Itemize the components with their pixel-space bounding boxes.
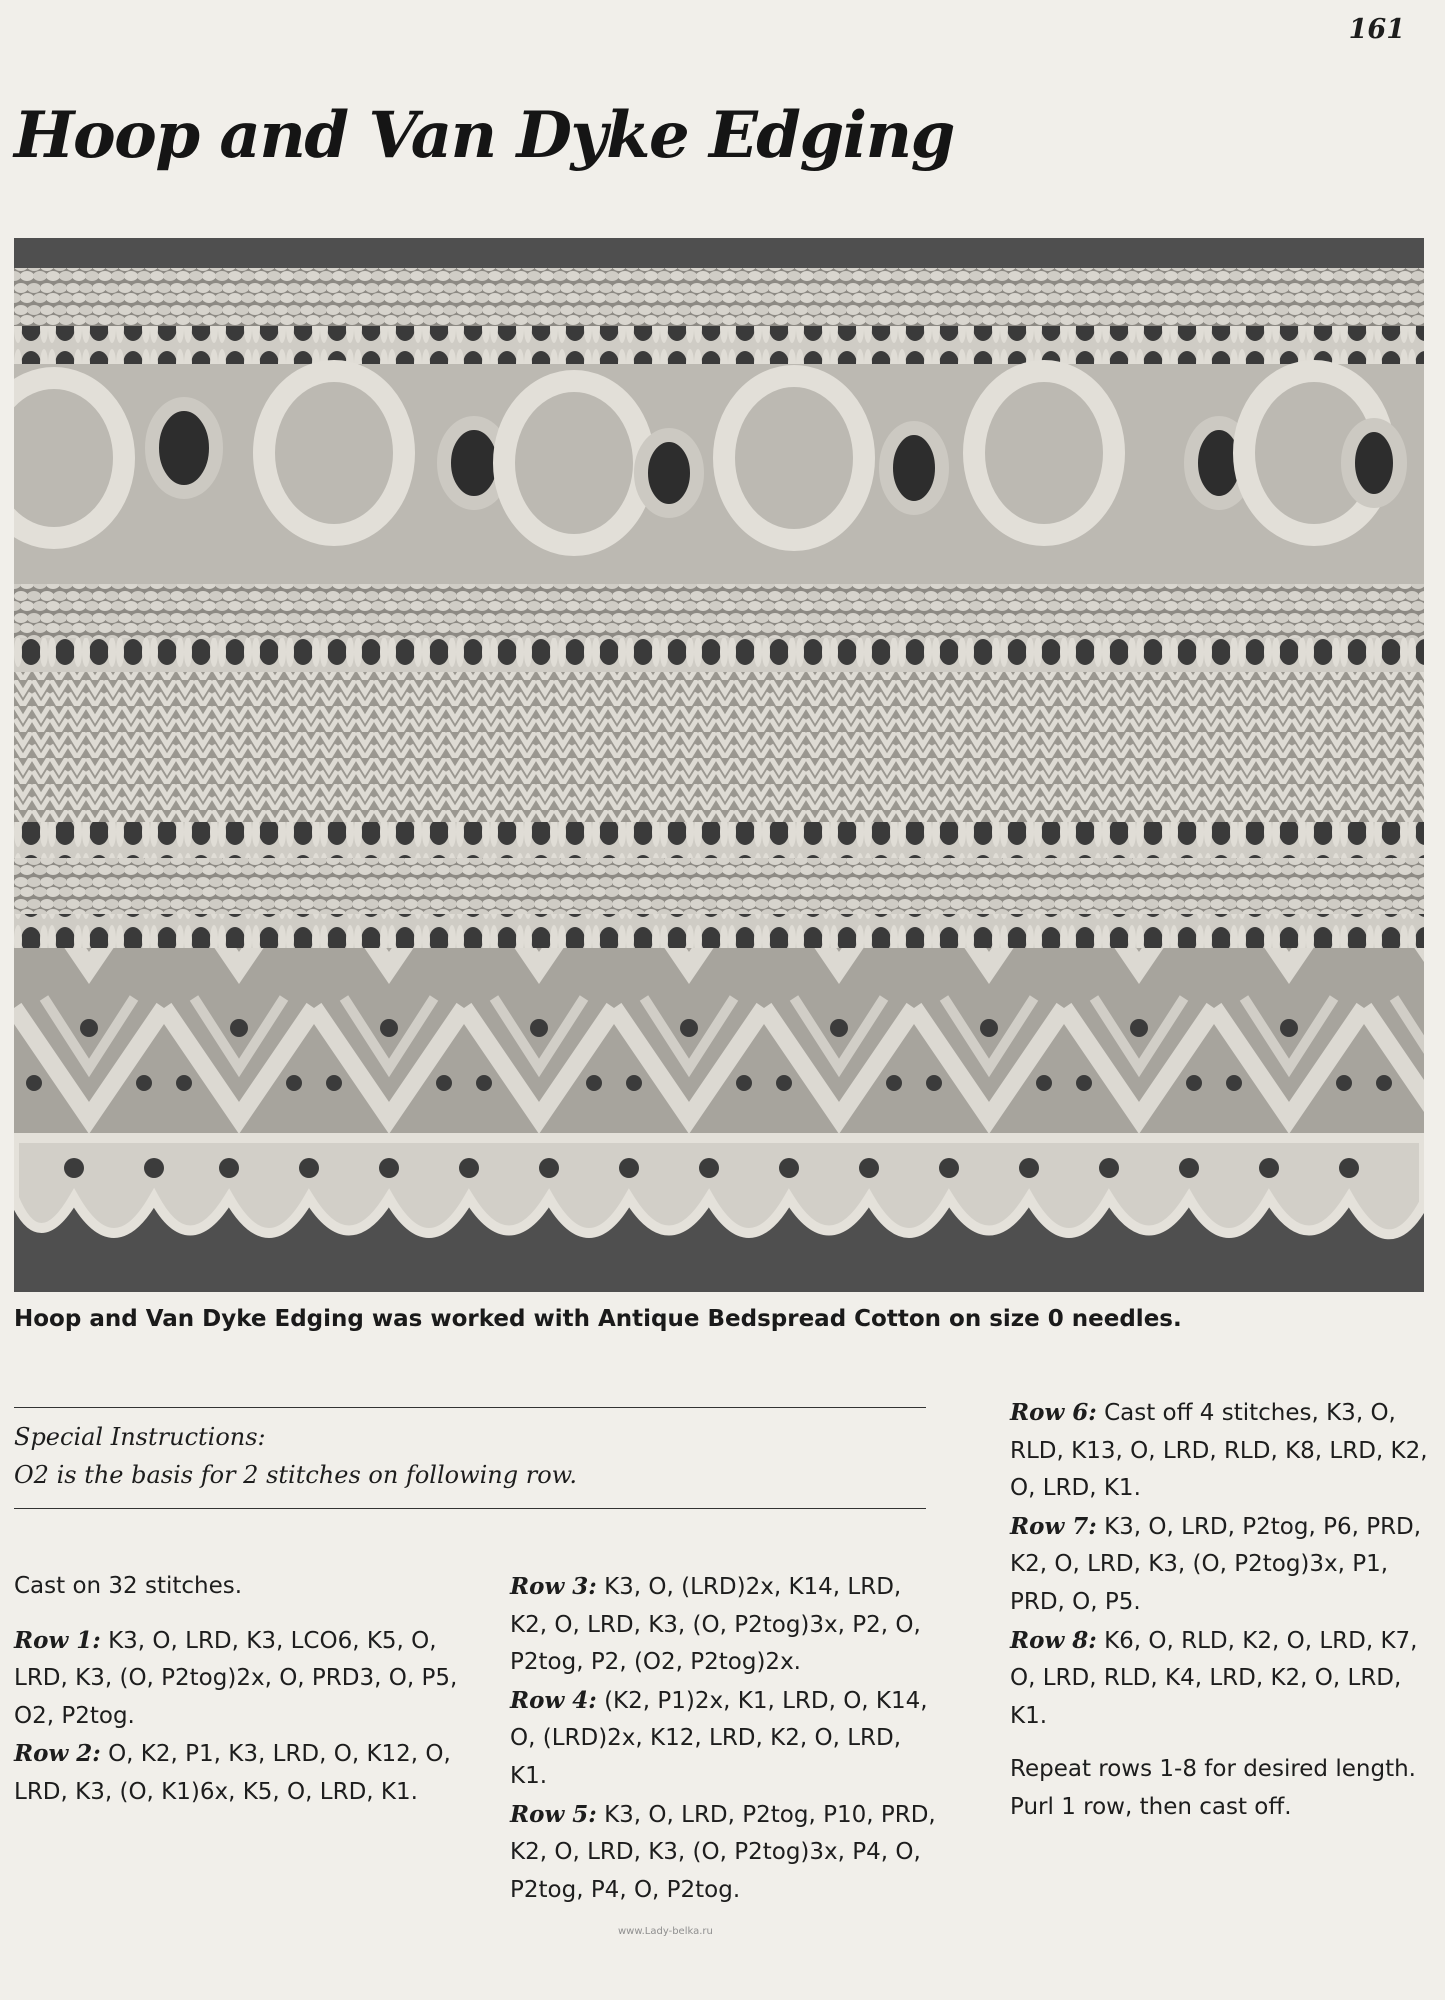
stockinette-band <box>14 672 1424 822</box>
special-instructions-text: O2 is the basis for 2 stitches on following row. <box>14 1461 577 1489</box>
row-label: Row 7: <box>1010 1512 1097 1540</box>
page-title: Hoop and Van Dyke Edging <box>14 98 954 173</box>
watermark-text: www.Lady-belka.ru <box>618 1926 713 1937</box>
row-label: Row 8: <box>1010 1626 1097 1654</box>
divider <box>14 1407 926 1408</box>
row-1-instruction <box>14 1622 474 1736</box>
row-text: K3, O, LRD, P2tog, P6, PRD, K2, O, LRD, K3, (O, P2tog)3x, P1, PRD, O, P5. <box>1010 1513 1422 1615</box>
row-text: K3, O, LRD, K3, LCO6, K5, O, LRD, K3, (O, P2tog)2x, O, PRD3, O, P5, O2, P2tog. <box>14 1627 458 1729</box>
row-text: (K2, P1)2x, K1, LRD, O, K14, O, (LRD)2x, K12, LRD, K2, O, LRD, K1. <box>510 1687 928 1789</box>
divider <box>14 1508 926 1509</box>
row-text: O, K2, P1, K3, LRD, O, K12, O, LRD, K3, (O, K1)6x, K5, O, LRD, K1. <box>14 1741 451 1805</box>
row-text: Cast off 4 stitches, K3, O, RLD, K13, O, LRD, RLD, K8, LRD, K2, O, LRD, K1. <box>1010 1400 1428 1502</box>
row-5-instruction <box>510 1796 940 1910</box>
instructions-column-2 <box>510 1568 940 1909</box>
row-label: Row 5: <box>510 1800 597 1828</box>
row-text: K6, O, RLD, K2, O, LRD, K7, O, LRD, RLD, K4, LRD, K2, O, LRD, K1. <box>1010 1627 1418 1729</box>
knitted-lace-photo <box>14 238 1424 1292</box>
lace-edging-image <box>14 238 1424 1292</box>
row-4-instruction <box>510 1682 940 1796</box>
garter-border <box>14 268 1424 328</box>
row-3-instruction <box>510 1568 940 1682</box>
special-instructions-heading: Special Instructions: <box>14 1423 266 1451</box>
special-instructions <box>14 1418 914 1494</box>
row-label: Row 2: <box>14 1740 101 1768</box>
row-label: Row 1: <box>14 1626 101 1654</box>
photo-caption: Hoop and Van Dyke Edging was worked with Antique Bedspread Cotton on size 0 needles. <box>14 1306 1182 1332</box>
row-label: Row 3: <box>510 1573 597 1600</box>
instructions-column-1 <box>14 1568 474 1812</box>
row-text: K3, O, (LRD)2x, K14, LRD, K2, O, LRD, K3, (O, P2tog)3x, P2, O, P2tog, P2, (O2, P2tog)2x. <box>510 1574 921 1676</box>
page-number: 161 <box>1348 14 1405 45</box>
row-2-instruction <box>14 1735 474 1811</box>
scalloped-edge <box>14 1138 1424 1234</box>
repeat-note: Repeat rows 1-8 for desired length. Purl 1 row, then cast off. <box>1010 1756 1416 1820</box>
instructions-column-3 <box>1010 1394 1430 1827</box>
row-7-instruction <box>1010 1508 1430 1622</box>
cast-on-text: Cast on 32 stitches. <box>14 1573 243 1599</box>
row-6-instruction <box>1010 1394 1430 1508</box>
eyelet-row <box>14 326 1424 366</box>
row-label: Row 6: <box>1010 1399 1097 1426</box>
van-dyke-band <box>14 948 1424 1138</box>
row-label: Row 4: <box>510 1686 597 1714</box>
row-text: K3, O, LRD, P2tog, P10, PRD, K2, O, LRD, K3, (O, P2tog)3x, P4, O, P2tog, P4, O, P2tog. <box>510 1801 936 1903</box>
row-8-instruction <box>1010 1622 1430 1736</box>
